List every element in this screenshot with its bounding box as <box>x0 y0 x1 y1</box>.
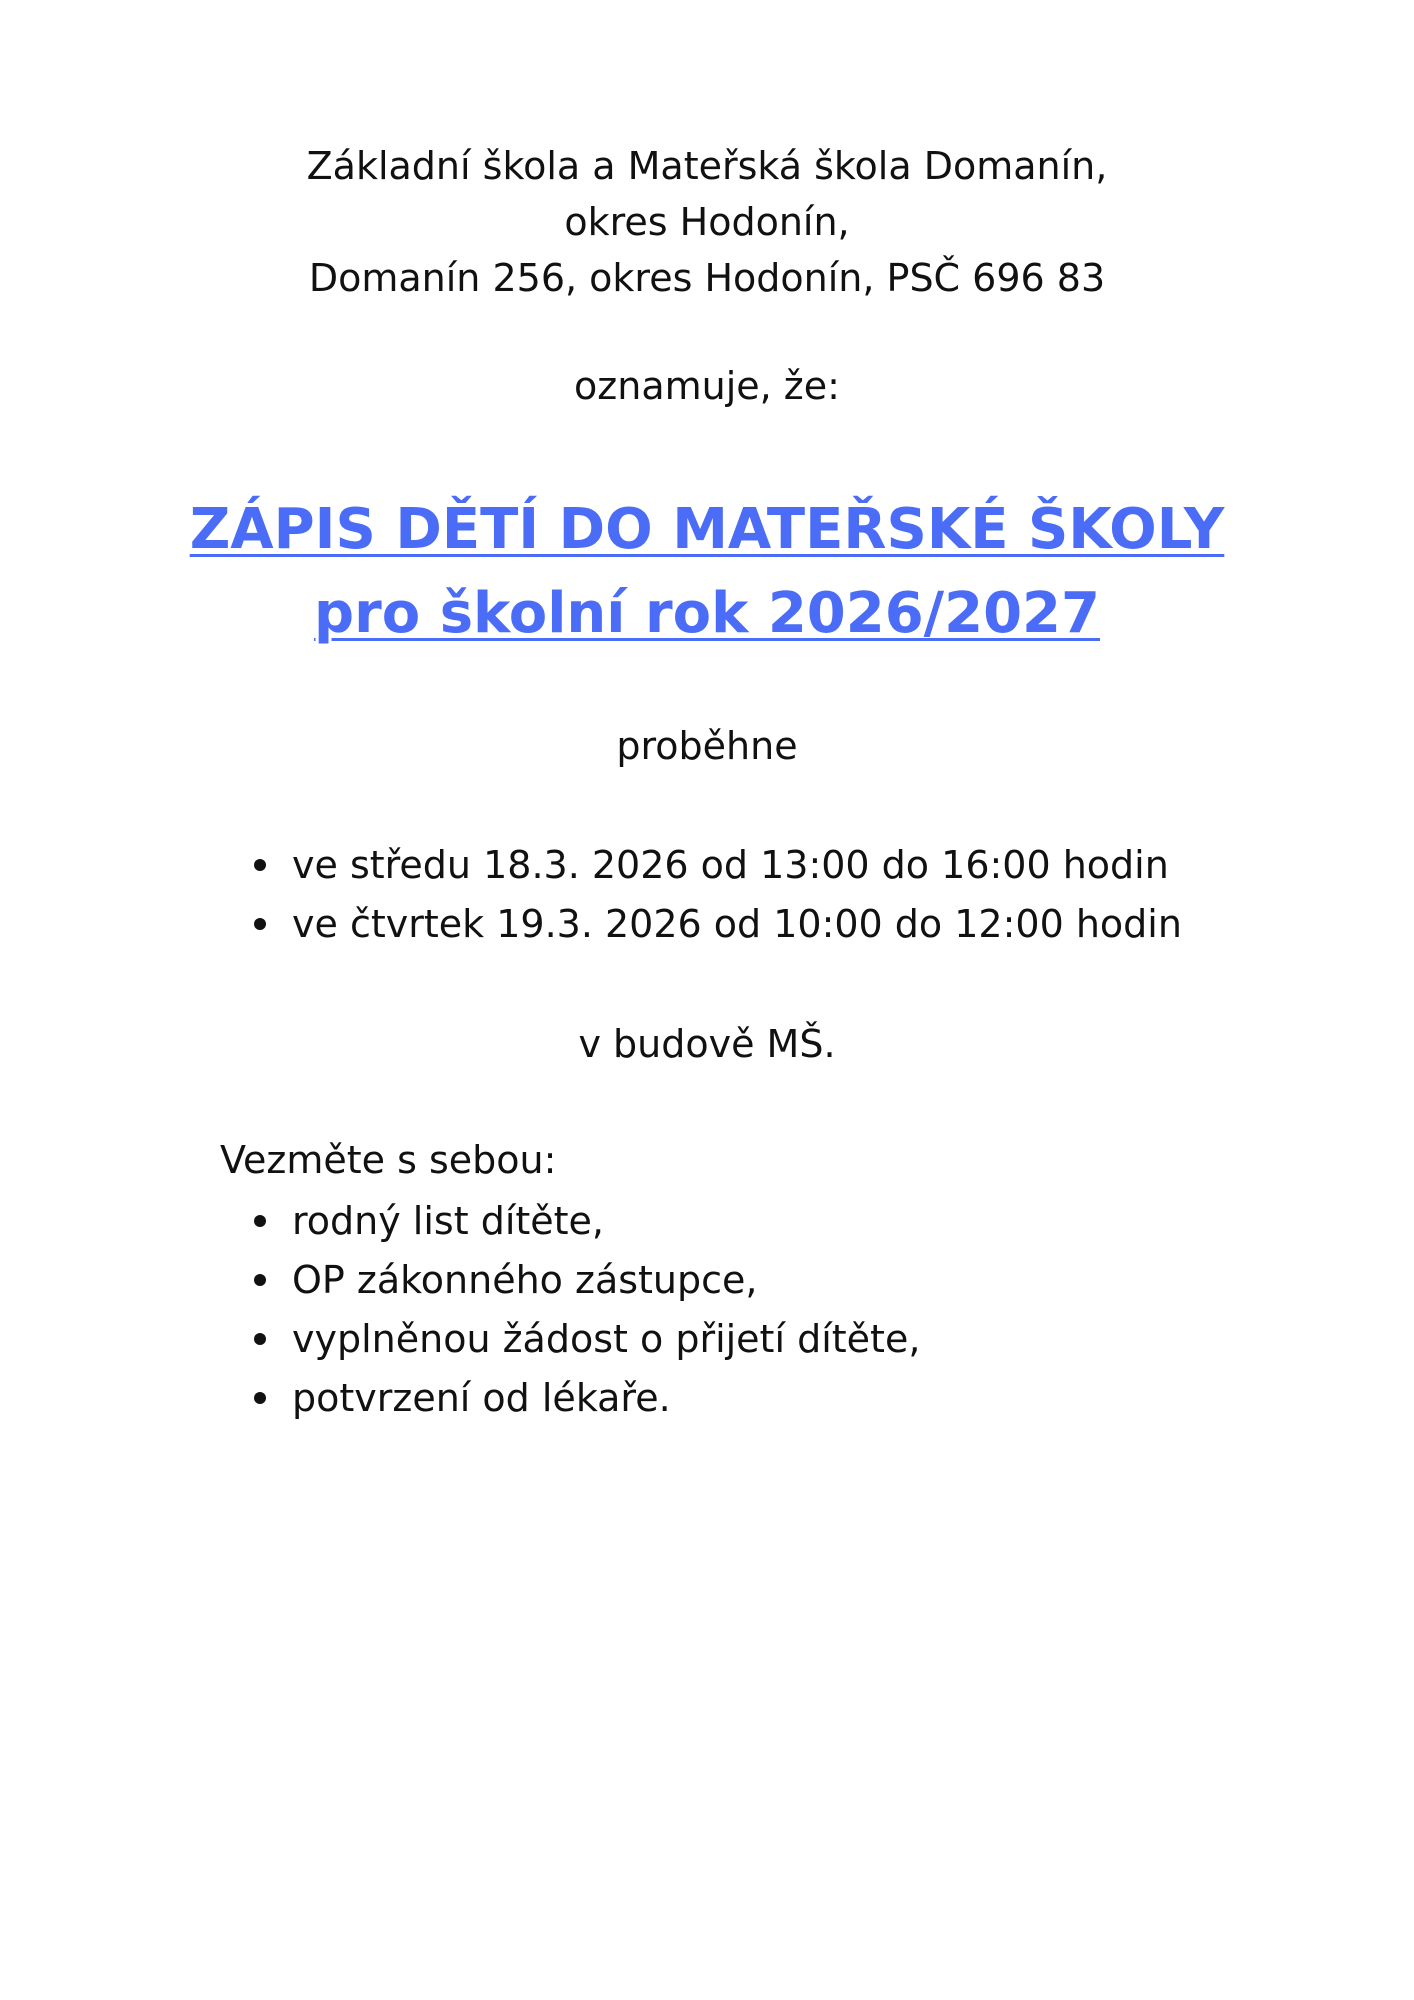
bullet-icon <box>254 1392 266 1404</box>
school-address: Domanín 256, okres Hodonín, PSČ 696 83 <box>308 256 1106 300</box>
bullet-icon <box>254 1333 266 1345</box>
date-item-text: ve čtvrtek 19.3. 2026 od 10:00 do 12:00 hodin <box>292 902 1182 946</box>
enrollment-title-line-1: ZÁPIS DĚTÍ DO MATEŘSKÉ ŠKOLY <box>189 497 1225 562</box>
list-item <box>220 1369 920 1428</box>
bullet-icon <box>254 918 266 930</box>
will-take-place-text: proběhne <box>616 724 798 768</box>
date-item-text: ve středu 18.3. 2026 od 13:00 do 16:00 hodin <box>292 843 1169 887</box>
bring-label: Vezměte s sebou: <box>220 1138 557 1182</box>
enrollment-title-line-2: pro školní rok 2026/2027 <box>314 581 1100 646</box>
enrollment-title <box>0 488 1414 656</box>
bullet-icon <box>254 1215 266 1227</box>
bullet-icon <box>254 859 266 871</box>
bring-item-text: vyplněnou žádost o přijetí dítěte, <box>292 1317 921 1361</box>
dates-list <box>220 836 1182 954</box>
bullet-icon <box>254 1274 266 1286</box>
place-text: v budově MŠ. <box>578 1022 836 1066</box>
list-item <box>220 1251 920 1310</box>
school-district: okres Hodonín, <box>564 200 850 244</box>
school-name: Základní škola a Mateřská škola Domanín, <box>306 144 1108 188</box>
bring-item-text: OP zákonného zástupce, <box>292 1258 758 1302</box>
list-item <box>220 1192 920 1251</box>
intro-text: oznamuje, že: <box>574 364 840 408</box>
list-item <box>220 895 1182 954</box>
list-item <box>220 1310 920 1369</box>
list-item <box>220 836 1182 895</box>
bring-item-text: potvrzení od lékaře. <box>292 1376 671 1420</box>
bring-items-list <box>220 1192 920 1428</box>
bring-item-text: rodný list dítěte, <box>292 1199 605 1243</box>
school-header <box>0 138 1414 306</box>
